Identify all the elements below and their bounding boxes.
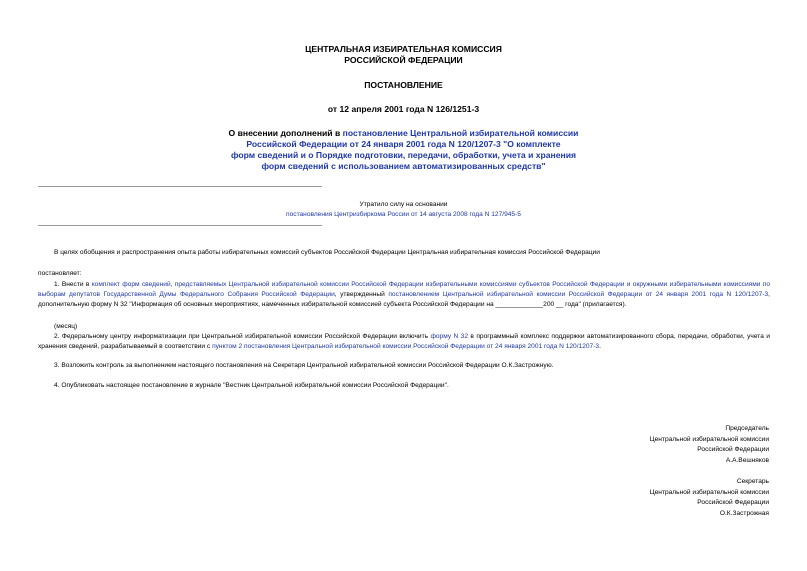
- chair-title: Председатель: [725, 425, 769, 432]
- document-type: ПОСТАНОВЛЕНИЕ: [364, 80, 443, 90]
- preamble-paragraph: В целях обобщения и распространения опыта работы избирательных комиссий субъектов Российской Федерации Центральная избирательная комиссия Российской Федерации: [54, 249, 600, 256]
- secretary-org-line2: Российской Федерации: [697, 499, 769, 506]
- chair-name: А.А.Вешняков: [725, 456, 769, 464]
- lost-force-link[interactable]: постановления Центризбиркома России от 14 августа 2008 года N 127/945-5: [286, 211, 521, 218]
- chair-org-line2: Российской Федерации: [697, 446, 769, 453]
- item-1-link-forms[interactable]: комплект форм сведений, представляемых Центральной избирательной комиссии Российской Федерации избирательными комиссиями субъектов Российской Федерации и окружными избирательными комиссиями по выборам депутатов Государственной Думы Федерального Собрания Российской Федерации: [38, 281, 770, 298]
- item-1-paragraph: [38, 280, 770, 310]
- chair-org-line1: Центральной избирательной комиссии: [649, 435, 769, 443]
- item-1-link-resolution[interactable]: постановлением Центральной избирательной комиссии Российской Федерации от 24 января 2001 года N 120/1207-3: [388, 291, 769, 298]
- subject-prefix: О внесении дополнений в: [228, 128, 343, 138]
- month-note: (месяц): [54, 323, 78, 330]
- divider-top: [38, 186, 322, 187]
- resolves-label: постановляет:: [38, 270, 82, 277]
- item-4-paragraph: 4. Опубликовать настоящее постановление в журнале "Вестник Центральной избирательной комиссии Российской Федерации".: [54, 382, 449, 389]
- item-1-text-c: , дополнительную форму N 32 "Информация об основных мероприятиях, намеченных избирательной комиссией субъекта Российской Федерации на _____________200 __ года" (прилагается).: [38, 291, 770, 308]
- item-1-text-b: , утвержденный: [334, 291, 389, 298]
- secretary-org-line1: Центральной избирательной комиссии: [649, 488, 769, 496]
- chair-signature-block: [650, 424, 769, 466]
- subject-link-line1[interactable]: постановление Центральной избирательной комиссии: [342, 128, 579, 138]
- item-2-text-b: в программный комплекс поддержки автоматизированного сбора, передачи, обработки, учета и хранения сведений, разрабатываемый в соответствии с: [38, 333, 770, 350]
- item-2-link-form32[interactable]: форму N 32: [430, 333, 469, 340]
- org-name-line2: РОССИЙСКОЙ ФЕДЕРАЦИИ: [344, 55, 463, 65]
- subject-link-line3[interactable]: форм сведений и о Порядке подготовки, передачи, обработки, учета и хранения: [230, 150, 577, 160]
- item-2-paragraph: [38, 332, 770, 352]
- org-name-line1: ЦЕНТРАЛЬНАЯ ИЗБИРАТЕЛЬНАЯ КОМИССИЯ: [305, 44, 502, 54]
- lost-force-note: Утратило силу на основании: [359, 201, 448, 208]
- item-1-text-a: 1. Внести в: [54, 281, 92, 288]
- item-2-text-a: 2. Федеральному центру информатизации при Центральной избирательной комиссии Российской Федерации включить: [54, 333, 431, 340]
- document-date-number: от 12 апреля 2001 года N 126/1251-3: [327, 104, 480, 114]
- divider-bottom: [38, 225, 322, 226]
- item-3-paragraph: 3. Возложить контроль за выполнением настоящего постановления на Секретаря Центральной избирательной комиссии Российской Федерации О.К.Застрожную.: [54, 362, 554, 369]
- secretary-title: Секретарь: [736, 478, 769, 485]
- secretary-signature-block: [650, 477, 769, 519]
- secretary-name: О.К.Застрожная: [719, 509, 769, 517]
- item-2-text-c: .: [599, 343, 601, 350]
- subject-link-line2[interactable]: Российской Федерации от 24 января 2001 года N 120/1207-3 "О комплекте: [246, 139, 561, 149]
- item-2-link-clause2[interactable]: пунктом 2 постановления Центральной избирательной комиссии Российской Федерации от 24 января 2001 года N 120/1207-3: [212, 343, 600, 350]
- document-subject: [0, 128, 807, 172]
- subject-link-line4[interactable]: форм сведений с использованием автоматизированных средств": [261, 161, 546, 171]
